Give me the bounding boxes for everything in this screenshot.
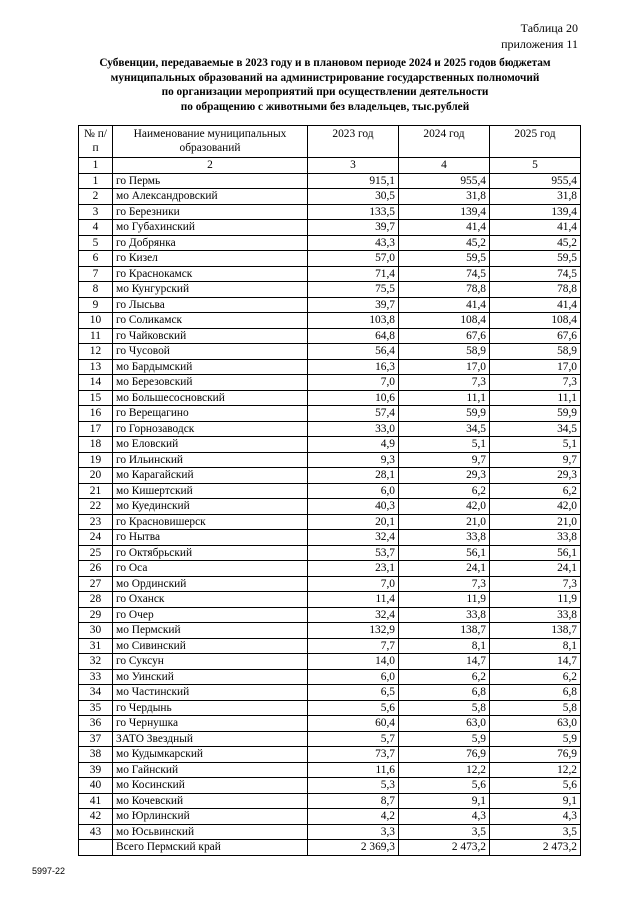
table-row — [79, 654, 581, 670]
table-row — [79, 685, 581, 701]
row-2025: 45,2 — [490, 235, 581, 251]
row-2025: 11,1 — [490, 390, 581, 406]
row-2025: 41,4 — [490, 220, 581, 236]
row-name: го Березники — [113, 204, 308, 220]
row-num: 15 — [79, 390, 113, 406]
column-index: 1 — [79, 158, 113, 174]
row-2024: 33,8 — [399, 607, 490, 623]
row-2024: 78,8 — [399, 282, 490, 298]
row-num: 40 — [79, 778, 113, 794]
table-label: Таблица 20 — [520, 21, 578, 35]
row-2025: 139,4 — [490, 204, 581, 220]
row-2023: 7,0 — [308, 375, 399, 391]
row-name: мо Уинский — [113, 669, 308, 685]
row-num: 41 — [79, 793, 113, 809]
row-2023: 39,7 — [308, 297, 399, 313]
table-row — [79, 809, 581, 825]
row-2024: 139,4 — [399, 204, 490, 220]
row-2023: 33,0 — [308, 421, 399, 437]
table-row — [79, 452, 581, 468]
table-row — [79, 731, 581, 747]
row-num: 33 — [79, 669, 113, 685]
row-2025: 6,2 — [490, 483, 581, 499]
title-line: по обращению с животными без владельцев, тыс.рублей — [180, 100, 470, 113]
table-row — [79, 313, 581, 329]
row-name: мо Ординский — [113, 576, 308, 592]
row-2023: 9,3 — [308, 452, 399, 468]
column-index: 5 — [490, 158, 581, 174]
row-2023: 56,4 — [308, 344, 399, 360]
row-2023: 16,3 — [308, 359, 399, 375]
total-row — [79, 840, 581, 856]
row-num: 23 — [79, 514, 113, 530]
row-2023: 7,7 — [308, 638, 399, 654]
row-num: 13 — [79, 359, 113, 375]
column-index: 2 — [113, 158, 308, 174]
row-num: 35 — [79, 700, 113, 716]
row-2025: 138,7 — [490, 623, 581, 639]
row-name: го Чернушка — [113, 716, 308, 732]
row-2025: 59,9 — [490, 406, 581, 422]
row-2023: 57,4 — [308, 406, 399, 422]
row-2024: 17,0 — [399, 359, 490, 375]
row-name: мо Частинский — [113, 685, 308, 701]
row-name: мо Березовский — [113, 375, 308, 391]
row-name: го Октябрьский — [113, 545, 308, 561]
row-2024: 955,4 — [399, 173, 490, 189]
row-num: 14 — [79, 375, 113, 391]
row-num: 24 — [79, 530, 113, 546]
row-name: го Оханск — [113, 592, 308, 608]
row-2023: 5,7 — [308, 731, 399, 747]
row-2024: 11,1 — [399, 390, 490, 406]
row-num: 42 — [79, 809, 113, 825]
row-2025: 11,9 — [490, 592, 581, 608]
table-row — [79, 266, 581, 282]
table-row — [79, 623, 581, 639]
row-name: мо Куединский — [113, 499, 308, 515]
row-num: 5 — [79, 235, 113, 251]
row-name: го Оса — [113, 561, 308, 577]
row-num: 2 — [79, 189, 113, 205]
row-name: го Верещагино — [113, 406, 308, 422]
header-name: Наименование муниципальных образований — [113, 126, 308, 158]
row-2025: 12,2 — [490, 762, 581, 778]
row-2025: 5,1 — [490, 437, 581, 453]
row-2023: 4,2 — [308, 809, 399, 825]
row-2024: 9,1 — [399, 793, 490, 809]
row-2023: 132,9 — [308, 623, 399, 639]
row-num: 9 — [79, 297, 113, 313]
row-name: го Пермь — [113, 173, 308, 189]
row-2025: 5,8 — [490, 700, 581, 716]
row-name: го Кизел — [113, 251, 308, 267]
total-2025: 2 473,2 — [490, 840, 581, 856]
row-2025: 59,5 — [490, 251, 581, 267]
row-2023: 133,5 — [308, 204, 399, 220]
row-num: 11 — [79, 328, 113, 344]
row-2023: 7,0 — [308, 576, 399, 592]
row-2024: 4,3 — [399, 809, 490, 825]
row-num: 27 — [79, 576, 113, 592]
row-name: го Соликамск — [113, 313, 308, 329]
row-2024: 29,3 — [399, 468, 490, 484]
row-2023: 11,6 — [308, 762, 399, 778]
row-2024: 9,7 — [399, 452, 490, 468]
row-name: го Чайковский — [113, 328, 308, 344]
table-row — [79, 483, 581, 499]
total-2023: 2 369,3 — [308, 840, 399, 856]
row-2025: 29,3 — [490, 468, 581, 484]
row-2024: 7,3 — [399, 576, 490, 592]
row-2025: 31,8 — [490, 189, 581, 205]
row-2024: 45,2 — [399, 235, 490, 251]
row-2023: 5,3 — [308, 778, 399, 794]
row-name: го Добрянка — [113, 235, 308, 251]
row-2025: 17,0 — [490, 359, 581, 375]
title-line: Субвенции, передаваемые в 2023 году и в плановом периоде 2024 и 2025 годов бюджетам — [99, 57, 551, 69]
table-row — [79, 390, 581, 406]
table-row — [79, 406, 581, 422]
header-2023: 2023 год — [308, 126, 399, 158]
header-num: № п/п — [79, 126, 113, 158]
row-2024: 8,1 — [399, 638, 490, 654]
row-num: 34 — [79, 685, 113, 701]
row-2023: 6,0 — [308, 669, 399, 685]
appendix-label: приложения 11 — [501, 37, 578, 51]
table-row — [79, 607, 581, 623]
row-2023: 11,4 — [308, 592, 399, 608]
row-name: го Ильинский — [113, 452, 308, 468]
header-2025: 2025 год — [490, 126, 581, 158]
row-2024: 63,0 — [399, 716, 490, 732]
row-num: 29 — [79, 607, 113, 623]
table-row — [79, 530, 581, 546]
table-row — [79, 189, 581, 205]
table-row — [79, 235, 581, 251]
row-2024: 42,0 — [399, 499, 490, 515]
row-num: 7 — [79, 266, 113, 282]
table-row — [79, 669, 581, 685]
row-2025: 6,2 — [490, 669, 581, 685]
row-2024: 5,1 — [399, 437, 490, 453]
table-row — [79, 638, 581, 654]
row-2025: 41,4 — [490, 297, 581, 313]
row-2024: 59,5 — [399, 251, 490, 267]
row-2025: 33,8 — [490, 530, 581, 546]
row-num: 26 — [79, 561, 113, 577]
row-num: 18 — [79, 437, 113, 453]
table-row — [79, 592, 581, 608]
row-2023: 57,0 — [308, 251, 399, 267]
table-row — [79, 793, 581, 809]
row-2023: 60,4 — [308, 716, 399, 732]
total-label: Всего Пермский край — [113, 840, 308, 856]
title-line: муниципальных образований на администрирование государственных полномочий — [110, 71, 540, 84]
row-2025: 6,8 — [490, 685, 581, 701]
row-2023: 39,7 — [308, 220, 399, 236]
row-name: мо Кишертский — [113, 483, 308, 499]
row-2024: 5,8 — [399, 700, 490, 716]
row-2024: 11,9 — [399, 592, 490, 608]
table-row — [79, 251, 581, 267]
row-2023: 3,3 — [308, 824, 399, 840]
row-2024: 108,4 — [399, 313, 490, 329]
row-2025: 14,7 — [490, 654, 581, 670]
row-name: мо Кунгурский — [113, 282, 308, 298]
row-2023: 64,8 — [308, 328, 399, 344]
document-title — [70, 56, 580, 114]
row-2023: 32,4 — [308, 530, 399, 546]
row-name: мо Карагайский — [113, 468, 308, 484]
table-row — [79, 700, 581, 716]
table-row — [79, 716, 581, 732]
table-row — [79, 778, 581, 794]
row-2024: 5,9 — [399, 731, 490, 747]
row-num: 16 — [79, 406, 113, 422]
total-num — [79, 840, 113, 856]
row-2025: 8,1 — [490, 638, 581, 654]
row-name: го Очер — [113, 607, 308, 623]
row-num: 6 — [79, 251, 113, 267]
row-2023: 30,5 — [308, 189, 399, 205]
row-num: 12 — [79, 344, 113, 360]
row-num: 4 — [79, 220, 113, 236]
table-row — [79, 468, 581, 484]
row-2023: 915,1 — [308, 173, 399, 189]
table-row — [79, 514, 581, 530]
row-name: го Краснокамск — [113, 266, 308, 282]
row-2024: 76,9 — [399, 747, 490, 763]
row-name: го Лысьва — [113, 297, 308, 313]
row-name: мо Еловский — [113, 437, 308, 453]
table-row — [79, 173, 581, 189]
row-2025: 33,8 — [490, 607, 581, 623]
table-row — [79, 576, 581, 592]
row-num: 37 — [79, 731, 113, 747]
row-num: 1 — [79, 173, 113, 189]
row-2025: 4,3 — [490, 809, 581, 825]
title-line: по организации мероприятий при осуществлении деятельности — [161, 86, 489, 99]
table-row — [79, 561, 581, 577]
table-header-row — [79, 126, 581, 158]
table-row — [79, 204, 581, 220]
table-row — [79, 824, 581, 840]
row-num: 17 — [79, 421, 113, 437]
row-2024: 24,1 — [399, 561, 490, 577]
row-2023: 6,5 — [308, 685, 399, 701]
row-2023: 4,9 — [308, 437, 399, 453]
row-2025: 76,9 — [490, 747, 581, 763]
row-name: мо Александровский — [113, 189, 308, 205]
row-2025: 74,5 — [490, 266, 581, 282]
row-name: го Чусовой — [113, 344, 308, 360]
row-name: мо Бардымский — [113, 359, 308, 375]
row-2024: 59,9 — [399, 406, 490, 422]
row-2025: 58,9 — [490, 344, 581, 360]
row-num: 19 — [79, 452, 113, 468]
row-2025: 3,5 — [490, 824, 581, 840]
row-2023: 6,0 — [308, 483, 399, 499]
table-row — [79, 762, 581, 778]
row-2025: 7,3 — [490, 375, 581, 391]
row-2023: 23,1 — [308, 561, 399, 577]
table-row — [79, 344, 581, 360]
row-name: мо Юсьвинский — [113, 824, 308, 840]
table-row — [79, 282, 581, 298]
row-2024: 6,2 — [399, 483, 490, 499]
row-name: мо Косинский — [113, 778, 308, 794]
total-2024: 2 473,2 — [399, 840, 490, 856]
row-2025: 9,7 — [490, 452, 581, 468]
row-2025: 955,4 — [490, 173, 581, 189]
row-2025: 67,6 — [490, 328, 581, 344]
row-2025: 21,0 — [490, 514, 581, 530]
table-row — [79, 421, 581, 437]
row-2023: 40,3 — [308, 499, 399, 515]
row-2023: 10,6 — [308, 390, 399, 406]
table-row — [79, 297, 581, 313]
row-2025: 5,9 — [490, 731, 581, 747]
row-2025: 56,1 — [490, 545, 581, 561]
row-num: 20 — [79, 468, 113, 484]
row-2024: 3,5 — [399, 824, 490, 840]
table-body — [79, 173, 581, 840]
row-2024: 6,2 — [399, 669, 490, 685]
row-name: го Горнозаводск — [113, 421, 308, 437]
row-2024: 41,4 — [399, 297, 490, 313]
header-2024: 2024 год — [399, 126, 490, 158]
row-num: 21 — [79, 483, 113, 499]
column-index-row — [79, 158, 581, 174]
table-row — [79, 375, 581, 391]
row-num: 28 — [79, 592, 113, 608]
row-2023: 32,4 — [308, 607, 399, 623]
row-2024: 74,5 — [399, 266, 490, 282]
row-name: го Красновишерск — [113, 514, 308, 530]
row-2025: 108,4 — [490, 313, 581, 329]
row-name: мо Пермский — [113, 623, 308, 639]
row-2024: 5,6 — [399, 778, 490, 794]
row-2023: 75,5 — [308, 282, 399, 298]
column-index: 3 — [308, 158, 399, 174]
table-row — [79, 545, 581, 561]
row-num: 31 — [79, 638, 113, 654]
row-2024: 31,8 — [399, 189, 490, 205]
row-2024: 6,8 — [399, 685, 490, 701]
row-2024: 34,5 — [399, 421, 490, 437]
table-row — [79, 220, 581, 236]
row-name: го Чердынь — [113, 700, 308, 716]
row-2025: 63,0 — [490, 716, 581, 732]
row-2024: 21,0 — [399, 514, 490, 530]
subventions-table — [78, 125, 581, 856]
row-2025: 78,8 — [490, 282, 581, 298]
table-row — [79, 328, 581, 344]
row-num: 32 — [79, 654, 113, 670]
row-2024: 41,4 — [399, 220, 490, 236]
row-name: ЗАТО Звездный — [113, 731, 308, 747]
row-2023: 73,7 — [308, 747, 399, 763]
document-code: 5997-22 — [32, 866, 66, 876]
row-num: 39 — [79, 762, 113, 778]
row-2023: 8,7 — [308, 793, 399, 809]
row-num: 25 — [79, 545, 113, 561]
column-index: 4 — [399, 158, 490, 174]
row-num: 38 — [79, 747, 113, 763]
row-2025: 5,6 — [490, 778, 581, 794]
row-name: мо Гайнский — [113, 762, 308, 778]
row-name: мо Сивинский — [113, 638, 308, 654]
row-num: 10 — [79, 313, 113, 329]
row-2024: 58,9 — [399, 344, 490, 360]
row-2025: 24,1 — [490, 561, 581, 577]
row-2024: 67,6 — [399, 328, 490, 344]
table-reference — [468, 20, 578, 52]
row-2023: 28,1 — [308, 468, 399, 484]
row-name: мо Большесосновский — [113, 390, 308, 406]
row-2023: 71,4 — [308, 266, 399, 282]
table-row — [79, 747, 581, 763]
row-2024: 56,1 — [399, 545, 490, 561]
row-num: 43 — [79, 824, 113, 840]
row-num: 22 — [79, 499, 113, 515]
row-2024: 7,3 — [399, 375, 490, 391]
row-num: 30 — [79, 623, 113, 639]
row-2023: 43,3 — [308, 235, 399, 251]
row-2023: 53,7 — [308, 545, 399, 561]
row-num: 36 — [79, 716, 113, 732]
row-2023: 103,8 — [308, 313, 399, 329]
row-name: мо Губахинский — [113, 220, 308, 236]
row-num: 8 — [79, 282, 113, 298]
table-row — [79, 359, 581, 375]
row-2024: 138,7 — [399, 623, 490, 639]
table-row — [79, 499, 581, 515]
row-name: мо Юрлинский — [113, 809, 308, 825]
row-2025: 34,5 — [490, 421, 581, 437]
row-name: мо Кудымкарский — [113, 747, 308, 763]
row-2023: 14,0 — [308, 654, 399, 670]
row-2024: 14,7 — [399, 654, 490, 670]
row-2025: 7,3 — [490, 576, 581, 592]
row-2023: 20,1 — [308, 514, 399, 530]
row-2024: 12,2 — [399, 762, 490, 778]
row-2025: 9,1 — [490, 793, 581, 809]
row-2024: 33,8 — [399, 530, 490, 546]
table-row — [79, 437, 581, 453]
row-name: мо Кочевский — [113, 793, 308, 809]
row-name: го Нытва — [113, 530, 308, 546]
row-num: 3 — [79, 204, 113, 220]
row-2025: 42,0 — [490, 499, 581, 515]
row-name: го Суксун — [113, 654, 308, 670]
row-2023: 5,6 — [308, 700, 399, 716]
